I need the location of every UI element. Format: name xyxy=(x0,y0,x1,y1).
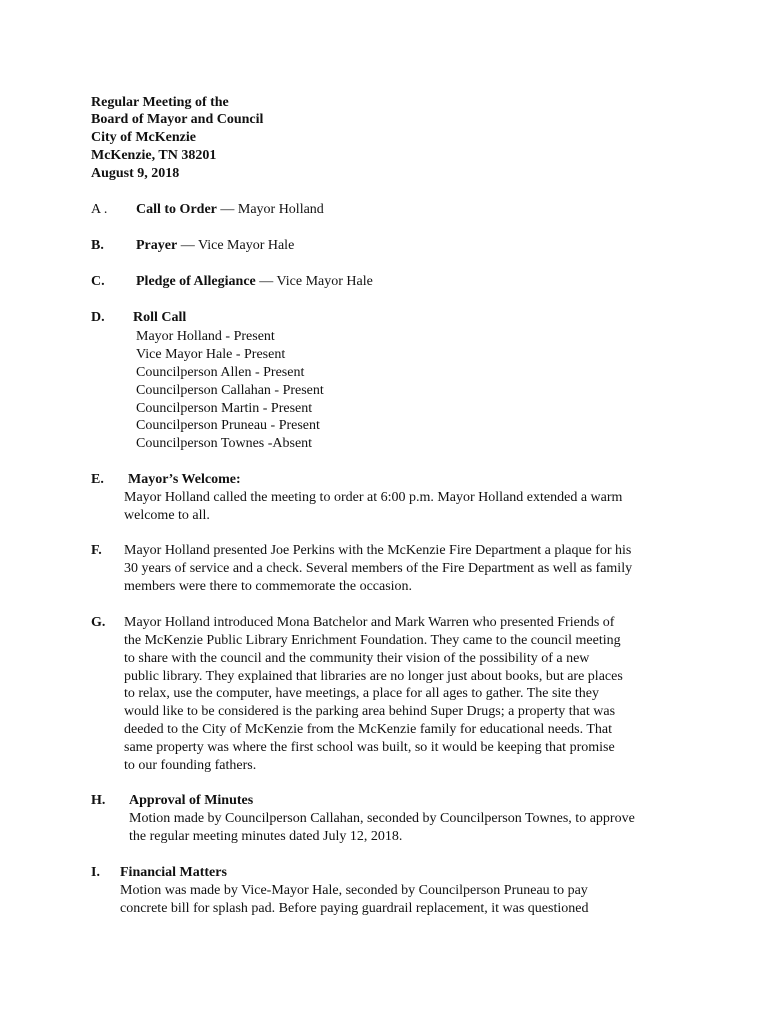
item-g-text: to our founding fathers. xyxy=(124,758,257,773)
roll-call-line: Vice Mayor Hale - Present xyxy=(136,347,286,362)
item-g-text: Mayor Holland introduced Mona Batchelor and Mark Warren who presented Friends of xyxy=(124,615,615,630)
roll-call-line: Councilperson Pruneau - Present xyxy=(136,418,320,433)
roll-call-line: Councilperson Martin - Present xyxy=(136,401,313,416)
item-b-letter: B. xyxy=(91,238,104,253)
item-c-letter: C. xyxy=(91,274,105,289)
item-g-letter: G. xyxy=(91,615,106,630)
item-a-title: Call to Order xyxy=(136,202,217,217)
item-g-text: the McKenzie Public Library Enrichment Foundation. They came to the council meeting xyxy=(124,633,621,648)
item-b xyxy=(136,237,294,255)
header-address: McKenzie, TN 38201 xyxy=(91,148,217,163)
header-city: City of McKenzie xyxy=(91,130,196,145)
roll-call-line: Councilperson Townes -Absent xyxy=(136,436,313,451)
item-d-title: Roll Call xyxy=(133,310,187,325)
header-date: August 9, 2018 xyxy=(91,166,180,181)
item-i-text: concrete bill for splash pad. Before paying guardrail replacement, it was questioned xyxy=(120,901,589,916)
item-f-text: 30 years of service and a check. Several members of the Fire Department as well as family xyxy=(124,561,633,576)
item-e-text: welcome to all. xyxy=(124,508,210,523)
item-g-text: same property was where the first school was built, so it would be keeping that promise xyxy=(124,740,615,755)
item-g-text: deeded to the City of McKenzie from the McKenzie family for educational needs. That xyxy=(124,722,613,737)
item-d-letter: D. xyxy=(91,310,105,325)
item-h-title: Approval of Minutes xyxy=(129,793,254,808)
item-a-letter: A . xyxy=(91,202,108,217)
item-g-text: would like to be considered is the parking area behind Super Drugs; a property that was xyxy=(124,704,616,719)
header-board: Board of Mayor and Council xyxy=(91,112,264,127)
item-c xyxy=(136,273,373,291)
item-e-letter: E. xyxy=(91,472,104,487)
item-e-title: Mayor’s Welcome: xyxy=(128,472,241,487)
item-h-text: the regular meeting minutes dated July 12, 2018. xyxy=(129,829,403,844)
item-f-letter: F. xyxy=(91,543,102,558)
item-b-rest: — Vice Mayor Hale xyxy=(177,238,295,253)
item-g-text: to share with the council and the community their vision of the possibility of a new xyxy=(124,651,590,666)
item-c-rest: — Vice Mayor Hale xyxy=(255,274,373,289)
item-h-text: Motion made by Councilperson Callahan, seconded by Councilperson Townes, to approve xyxy=(129,811,635,826)
item-f-text: Mayor Holland presented Joe Perkins with the McKenzie Fire Department a plaque for his xyxy=(124,543,632,558)
item-h-letter: H. xyxy=(91,793,106,808)
roll-call-line: Mayor Holland - Present xyxy=(136,329,275,344)
item-i-title: Financial Matters xyxy=(120,865,227,880)
roll-call-line: Councilperson Callahan - Present xyxy=(136,383,324,398)
item-b-title: Prayer xyxy=(136,238,178,253)
item-f-text: members were there to commemorate the occasion. xyxy=(124,579,413,594)
header-title: Regular Meeting of the xyxy=(91,95,229,110)
item-i-letter: I. xyxy=(91,865,100,880)
item-g-text: public library. They explained that libraries are no longer just about books, but are places xyxy=(124,669,623,684)
item-g-text: to relax, use the computer, have meetings, a place for all ages to gather. The site they xyxy=(124,686,600,701)
item-a xyxy=(136,201,324,219)
item-i-text: Motion was made by Vice-Mayor Hale, seconded by Councilperson Pruneau to pay xyxy=(120,883,588,898)
roll-call-line: Councilperson Allen - Present xyxy=(136,365,305,380)
item-e-text: Mayor Holland called the meeting to order at 6:00 p.m. Mayor Holland extended a warm xyxy=(124,490,623,505)
item-a-rest: — Mayor Holland xyxy=(216,202,324,217)
item-c-title: Pledge of Allegiance xyxy=(136,274,256,289)
